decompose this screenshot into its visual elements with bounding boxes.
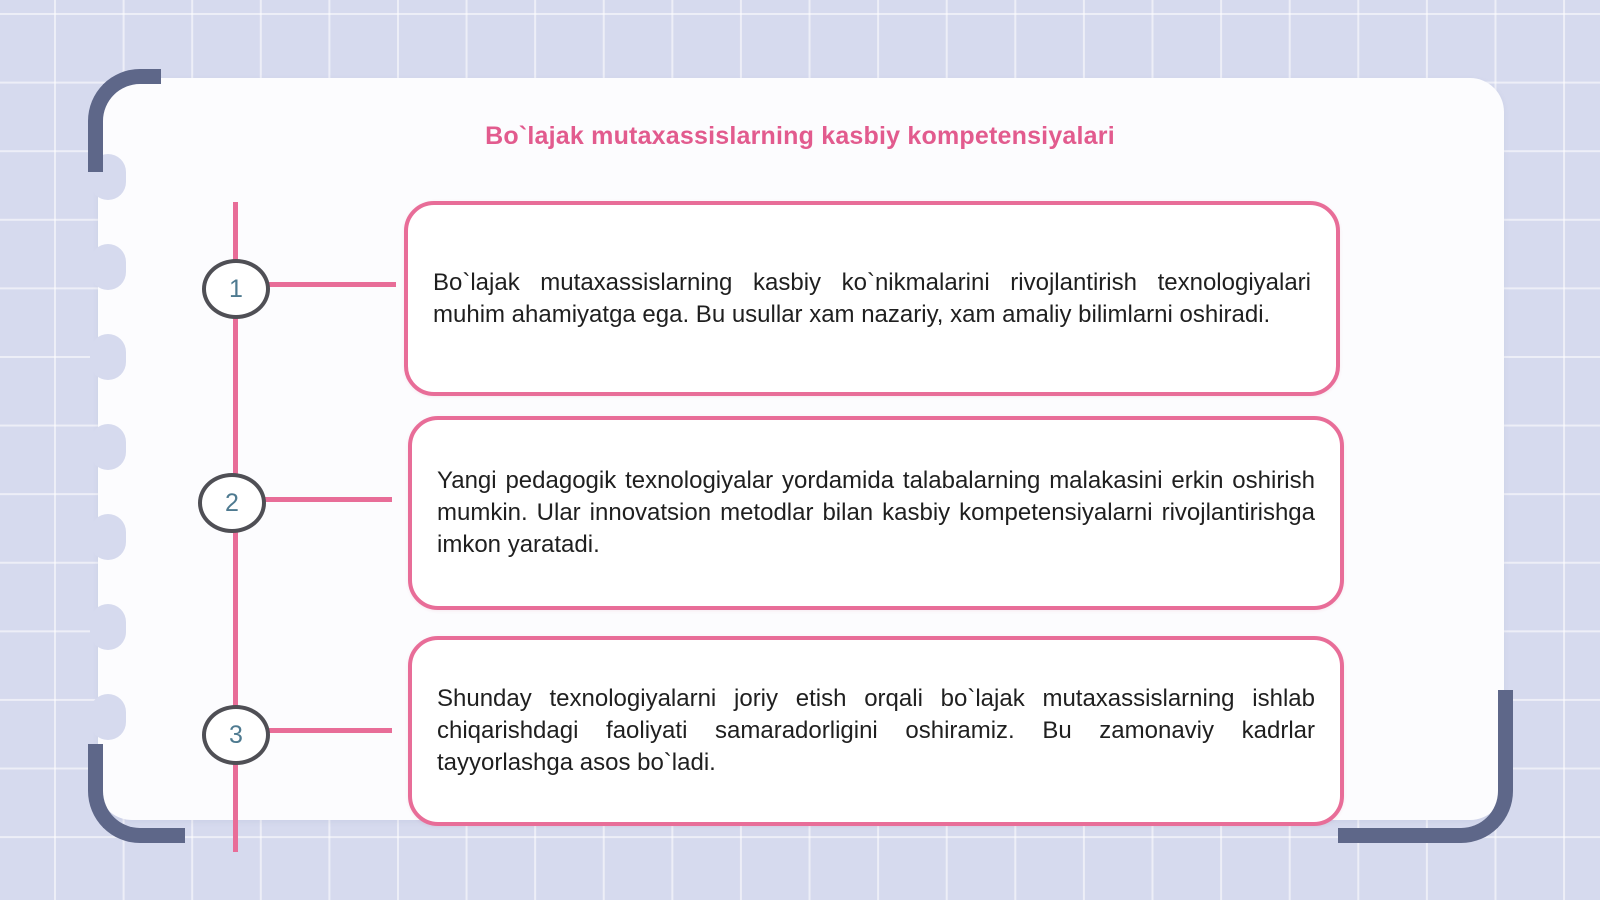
paper-notch bbox=[90, 604, 126, 650]
corner-bracket-bottom-left bbox=[88, 744, 185, 843]
paper-notch bbox=[90, 334, 126, 380]
timeline-connector bbox=[262, 497, 392, 502]
step-number-badge bbox=[202, 705, 270, 765]
step-card bbox=[408, 416, 1344, 610]
step-text: Bo`lajak mutaxassislarning kasbiy ko`nikmalarini rivojlantirish texnologiyalari muhim ahamiyatga ega. Bu usullar xam nazariy, xam amaliy bilimlarni oshiradi. bbox=[433, 268, 1311, 328]
slide-title: Bo`lajak mutaxassislarning kasbiy kompetensiyalari bbox=[485, 122, 1115, 150]
step-number-badge bbox=[198, 473, 266, 533]
corner-bracket-top-left bbox=[88, 69, 161, 172]
step-text: Yangi pedagogik texnologiyalar yordamida talabalarning malakasini erkin oshirish mumkin. Ular innovatsion metodlar bilan kasbiy kompetensiyalarni rivojlantirishga imkon yaratadi. bbox=[437, 467, 1315, 558]
paper-notch bbox=[90, 694, 126, 740]
step-card bbox=[404, 201, 1340, 396]
step-text: Shunday texnologiyalarni joriy etish orqali bo`lajak mutaxassislarning ishlab chiqarishdagi faoliyati samaradorligini oshiramiz. Bu zamonaviy kadrlar tayyorlashga asos bo`ladi. bbox=[437, 685, 1315, 776]
corner-bracket-bottom-right bbox=[1338, 690, 1513, 843]
step-number: 3 bbox=[229, 720, 243, 749]
paper-notch bbox=[90, 244, 126, 290]
step-card bbox=[408, 636, 1344, 826]
timeline-connector bbox=[266, 728, 392, 733]
paper-notch bbox=[90, 514, 126, 560]
step-number: 2 bbox=[225, 488, 239, 517]
step-number-badge bbox=[202, 259, 270, 319]
timeline-connector bbox=[266, 282, 396, 287]
paper-notch bbox=[90, 424, 126, 470]
step-number: 1 bbox=[229, 274, 243, 303]
